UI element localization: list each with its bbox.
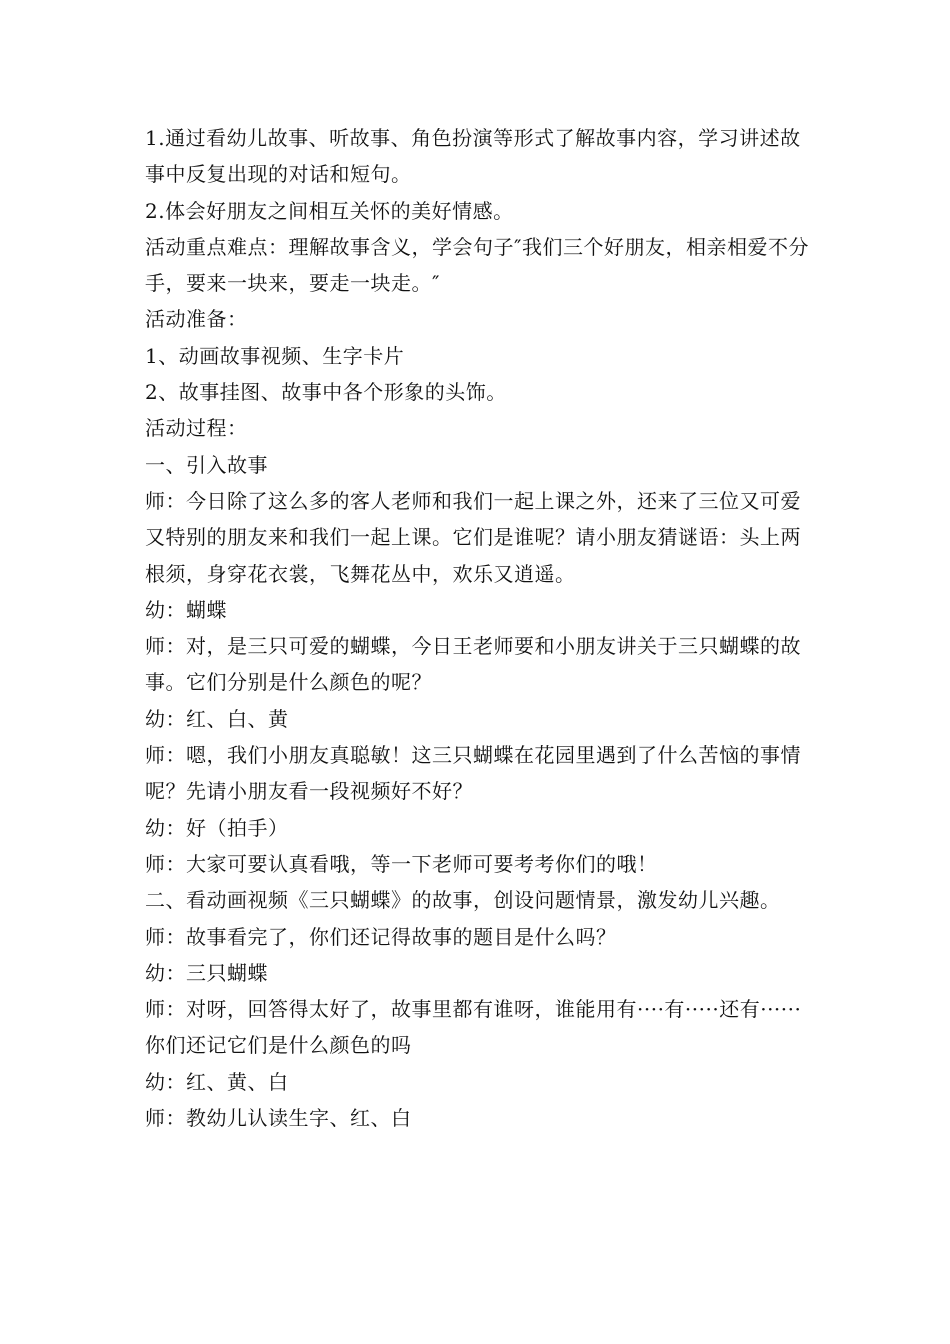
- dialogue-line: 幼：三只蝴蝶: [145, 960, 268, 985]
- dialogue-line: 幼：红、白、黄: [145, 706, 289, 731]
- dialogue-line: 幼：红、黄、白: [145, 1069, 289, 1094]
- dialogue-line: 师：大家可要认真看哦，等一下老师可要考考你们的哦！: [145, 851, 658, 876]
- dialogue-line: 师：嗯，我们小朋友真聪敏！这三只蝴蝶在花园里遇到了什么苦恼的事情呢？先请小朋友看一段视频好不好？: [145, 743, 801, 804]
- dialogue-line: 师：教幼儿认读生字、红、白: [145, 1106, 412, 1131]
- paragraph-objective-1: 1.通过看幼儿故事、听故事、角色扮演等形式了解故事内容，学习讲述故事中反复出现的对话和短句。: [145, 126, 801, 187]
- dialogue-line: 师：对，是三只可爱的蝴蝶，今日王老师要和小朋友讲关于三只蝴蝶的故事。它们分别是什么颜色的呢？: [145, 634, 801, 695]
- dialogue-line: 师：故事看完了，你们还记得故事的题目是什么吗？: [145, 924, 617, 949]
- paragraph-prep-1: 1、动画故事视频、生字卡片: [145, 343, 405, 368]
- paragraph-objective-2: 2.体会好朋友之间相互关怀的美好情感。: [145, 198, 514, 223]
- heading-step-2: 二、看动画视频《三只蝴蝶》的故事，创设问题情景，激发幼儿兴趣。: [145, 888, 781, 913]
- paragraph-prep-2: 2、故事挂图、故事中各个形象的头饰。: [145, 380, 507, 405]
- dialogue-line: 幼：蝴蝶: [145, 597, 227, 622]
- dialogue-line: 你们还记它们是什么颜色的吗: [145, 1033, 412, 1058]
- heading-step-1: 一、引入故事: [145, 452, 268, 477]
- document-body: [145, 120, 810, 1136]
- dialogue-line: 师：对呀，回答得太好了，故事里都有谁呀，谁能用有····有·····还有······: [145, 997, 802, 1022]
- dialogue-line: 幼：好（拍手）: [145, 815, 289, 840]
- heading-preparation: 活动准备：: [145, 307, 248, 332]
- heading-process: 活动过程：: [145, 416, 248, 441]
- dialogue-line: 师：今日除了这么多的客人老师和我们一起上课之外，还来了三位又可爱又特别的朋友来和我们一起上课。它们是谁呢？请小朋友猜谜语：头上两根须，身穿花衣裳，飞舞花丛中，欢乐又逍遥。: [145, 488, 801, 586]
- paragraph-key-points: 活动重点难点：理解故事含义，学会句子″我们三个好朋友，相亲相爱不分手，要来一块来，要走一块走。″: [145, 234, 809, 296]
